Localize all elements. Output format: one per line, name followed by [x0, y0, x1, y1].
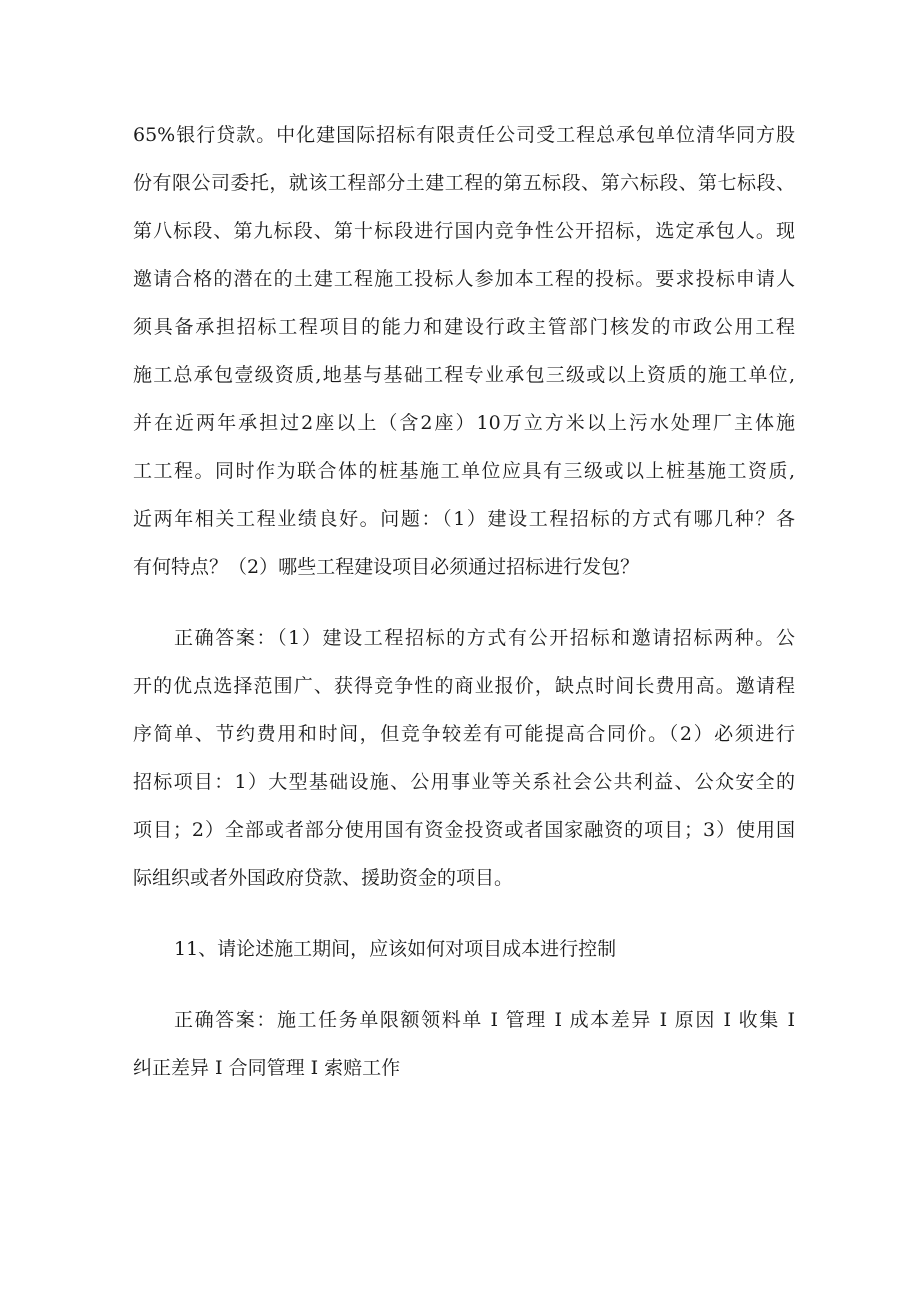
text-line: 项目；2）全部或者部分使用国有资金投资或者国家融资的项目；3）使用国 [133, 819, 795, 841]
text-line: 邀请合格的潜在的土建工程施工投标人参加本工程的投标。要求投标申请人 [133, 268, 795, 290]
text-line: 并在近两年承担过2座以上（含2座）10万立方米以上污水处理厂主体施 [133, 412, 795, 434]
text-line: 第八标段、第九标段、第十标段进行国内竞争性公开招标，选定承包人。现 [133, 220, 795, 242]
text-line: 须具备承担招标工程项目的能力和建设行政主管部门核发的市政公用工程 [133, 316, 795, 338]
text-line: 11、请论述施工期间，应该如何对项目成本进行控制 [174, 938, 617, 960]
text-line: 近两年相关工程业绩良好。问题：（1）建设工程招标的方式有哪几种？各 [133, 508, 795, 530]
text-line: 纠正差异 I 合同管理 I 索赔工作 [133, 1057, 401, 1079]
text-line: 有何特点？（2）哪些工程建设项目必须通过招标进行发包？ [133, 556, 640, 578]
text-line: 正确答案：（1）建设工程招标的方式有公开招标和邀请招标两种。公 [174, 627, 795, 649]
text-line: 开的优点选择范围广、获得竞争性的商业报价，缺点时间长费用高。邀请程 [133, 675, 795, 697]
text-line: 招标项目：1）大型基础设施、公用事业等关系社会公共利益、公众安全的 [133, 771, 795, 793]
text-line: 工工程。同时作为联合体的桩基施工单位应具有三级或以上桩基施工资质, [133, 460, 795, 482]
text-line: 正确答案：施工任务单限额领料单 I 管理 I 成本差异 I 原因 I 收集 I [174, 1009, 795, 1031]
text-line: 份有限公司委托，就该工程部分土建工程的第五标段、第六标段、第七标段、 [133, 172, 795, 194]
text-line: 65%银行贷款。中化建国际招标有限责任公司受工程总承包单位清华同方股 [133, 124, 795, 146]
text-line: 际组织或者外国政府贷款、援助资金的项目。 [133, 867, 514, 889]
text-line: 序简单、节约费用和时间，但竞争较差有可能提高合同价。（2）必须进行 [133, 723, 795, 745]
text-line: 施工总承包壹级资质,地基与基础工程专业承包三级或以上资质的施工单位, [133, 364, 795, 386]
